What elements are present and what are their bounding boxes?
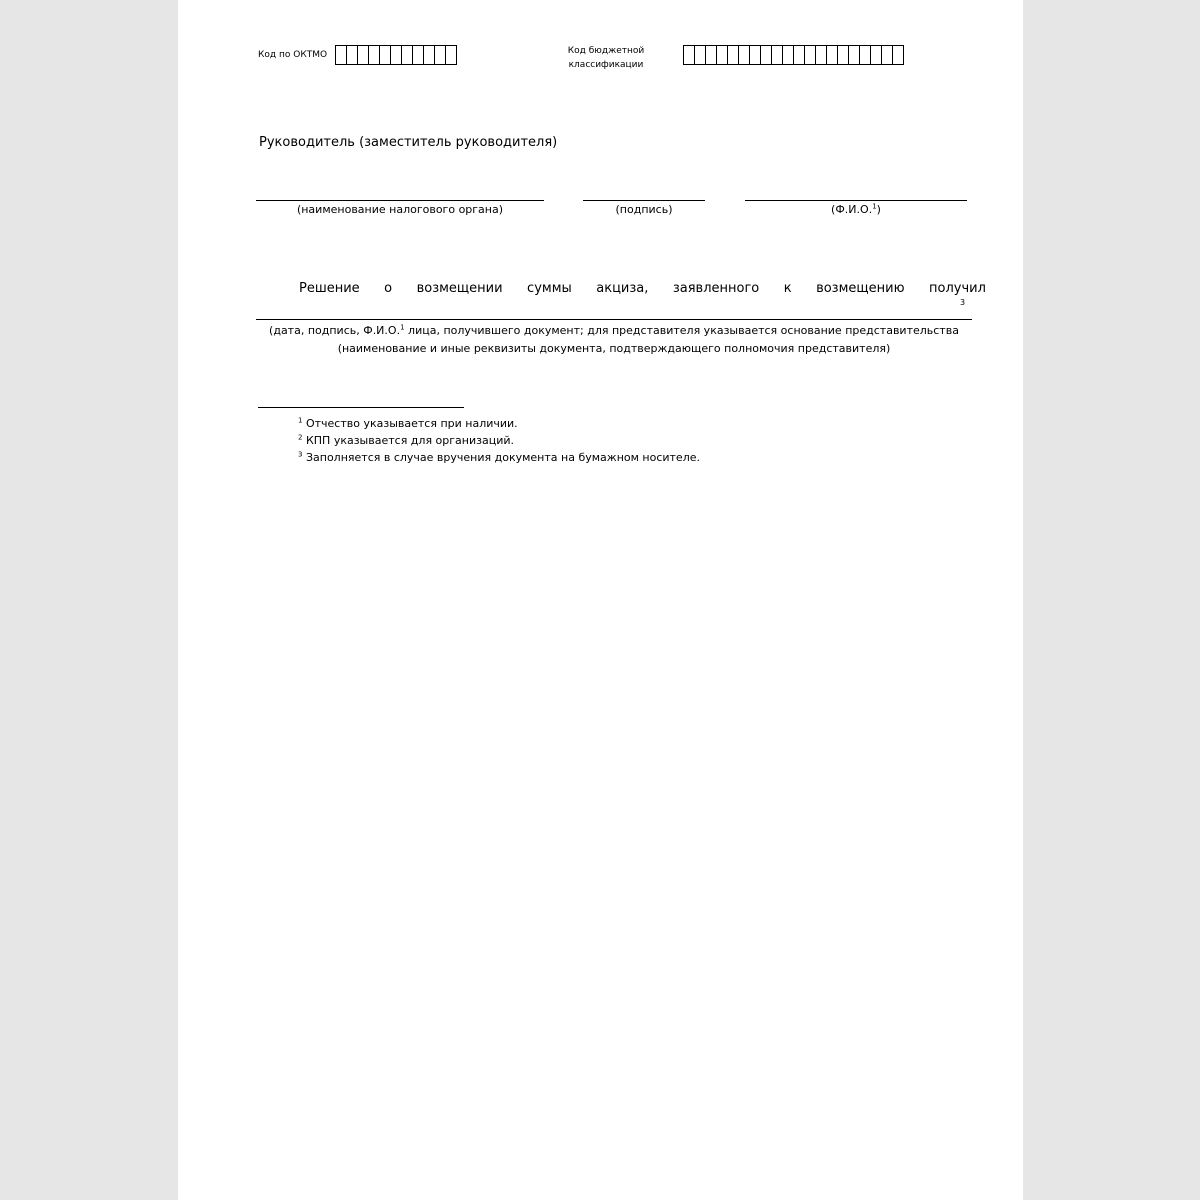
receipt-word: возмещении — [416, 281, 503, 296]
receipt-caption-line2: (наименование и иные реквизиты документа, подтверждающего полномочия представителя) — [337, 342, 891, 355]
receipt-line — [256, 319, 972, 320]
code-cell — [794, 45, 805, 65]
footnote-text: КПП указывается для организаций. — [302, 434, 514, 447]
code-cell — [849, 45, 860, 65]
receipt-word: к — [783, 281, 792, 296]
fio-caption-end: ) — [876, 203, 881, 216]
footnote-item — [298, 432, 700, 449]
code-cell — [336, 45, 347, 65]
receipt-caption-part-a: (дата, подпись, Ф.И.О. — [269, 324, 401, 337]
kbk-label — [566, 44, 646, 72]
receipt-word: возмещению — [816, 281, 905, 296]
fio-line — [745, 200, 967, 201]
code-cell — [402, 45, 413, 65]
receipt-statement — [299, 281, 986, 296]
signature-line — [583, 200, 705, 201]
oktmo-code-cells — [335, 45, 457, 65]
footnote-text: Отчество указывается при наличии. — [302, 417, 518, 430]
code-cell — [871, 45, 882, 65]
code-cell — [893, 45, 904, 65]
head-title: Руководитель (заместитель руководителя) — [259, 135, 558, 150]
authority-line — [256, 200, 544, 201]
receipt-word: Решение — [299, 281, 360, 296]
footnote-number: 2 — [298, 433, 303, 442]
footnote-number: 3 — [298, 450, 303, 459]
code-cell — [391, 45, 402, 65]
code-cell — [827, 45, 838, 65]
authority-caption: (наименование налогового органа) — [296, 203, 504, 216]
code-cell — [750, 45, 761, 65]
code-cell — [684, 45, 695, 65]
fio-footnote-ref: 1 — [872, 202, 877, 211]
code-cell — [435, 45, 446, 65]
fio-caption — [745, 203, 967, 216]
receipt-word: получил — [929, 281, 986, 296]
oktmo-label: Код по ОКТМО — [258, 50, 328, 60]
footnote-item — [298, 415, 700, 432]
code-cell — [695, 45, 706, 65]
kbk-label-line1: Код бюджетной — [567, 46, 645, 56]
footnote-text: Заполняется в случае вручения документа на бумажном носителе. — [302, 451, 700, 464]
code-cell — [728, 45, 739, 65]
receipt-word: о — [384, 281, 393, 296]
footnote-number: 1 — [298, 416, 303, 425]
footnote-item — [298, 449, 700, 466]
code-cell — [772, 45, 783, 65]
signature-caption: (подпись) — [615, 203, 673, 216]
kbk-code-cells — [683, 45, 904, 65]
code-cell — [424, 45, 435, 65]
footnote-separator — [258, 407, 464, 408]
code-cell — [739, 45, 750, 65]
receipt-word: суммы — [527, 281, 572, 296]
receipt-word: заявленного — [672, 281, 760, 296]
receipt-word: акциза, — [596, 281, 649, 296]
code-cell — [369, 45, 380, 65]
code-cell — [413, 45, 424, 65]
code-cell — [816, 45, 827, 65]
code-cell — [761, 45, 772, 65]
code-cell — [347, 45, 358, 65]
receipt-caption-ref: 1 — [400, 323, 405, 332]
receipt-caption — [248, 322, 980, 358]
code-cell — [783, 45, 794, 65]
code-cell — [838, 45, 849, 65]
receipt-footnote-ref: 3 — [960, 298, 966, 307]
code-cell — [446, 45, 457, 65]
fio-caption-text: (Ф.И.О. — [831, 203, 873, 216]
code-cell — [805, 45, 816, 65]
code-cell — [717, 45, 728, 65]
code-cell — [380, 45, 391, 65]
receipt-caption-line1 — [248, 322, 980, 340]
code-cell — [706, 45, 717, 65]
code-cell — [358, 45, 369, 65]
code-cell — [882, 45, 893, 65]
receipt-caption-part-b: лица, получившего документ; для представителя указывается основание представительства — [404, 324, 959, 337]
footnotes — [298, 415, 700, 466]
kbk-label-line2: классификации — [568, 60, 644, 70]
document-page — [178, 0, 1023, 1200]
code-cell — [860, 45, 871, 65]
